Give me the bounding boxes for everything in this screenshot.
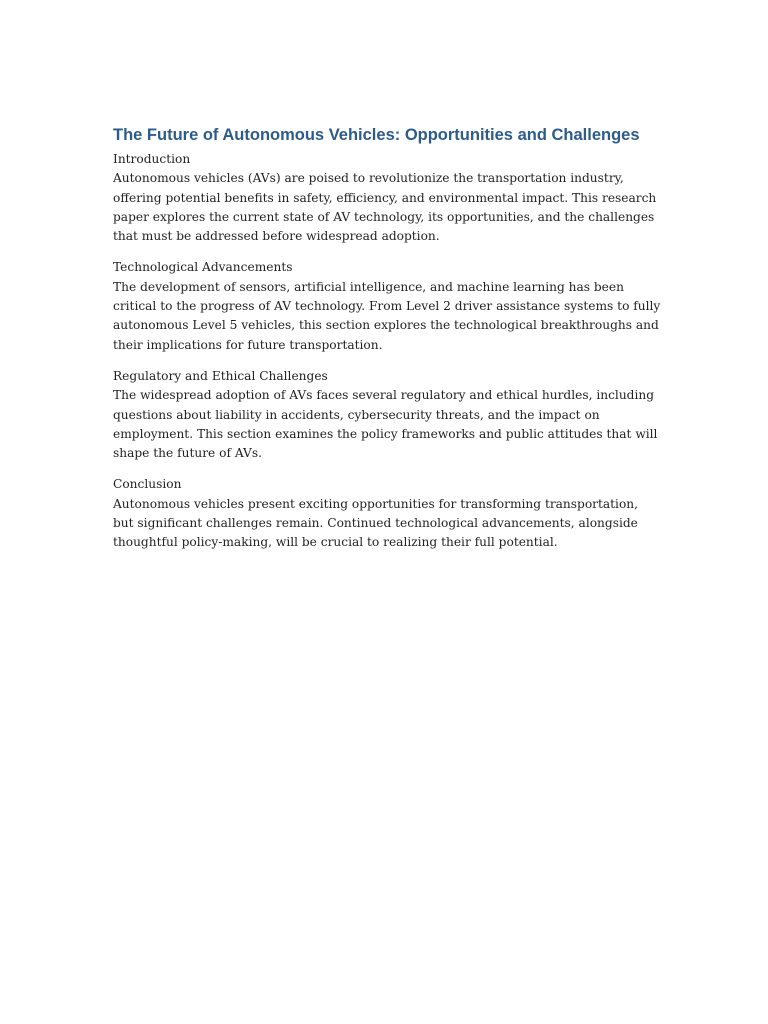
section-heading: Introduction	[113, 152, 191, 166]
document-page	[113, 124, 661, 565]
section-regulatory-ethical-challenges	[113, 367, 661, 463]
section-body: Autonomous vehicles (AVs) are poised to revolutionize the transportation industry, offering potential benefits in safety, efficiency, and environmental impact. This research paper explores the current state of AV technology, its opportunities, and the challenges that must be addressed before widespread adoption.	[113, 171, 657, 244]
section-technological-advancements	[113, 258, 661, 354]
section-heading: Technological Advancements	[113, 260, 293, 275]
section-heading: Regulatory and Ethical Challenges	[113, 368, 328, 383]
section-introduction	[113, 150, 661, 246]
section-body: The widespread adoption of AVs faces several regulatory and ethical hurdles, including questions about liability in accidents, cybersecurity threats, and the impact on employment. This section examines the policy frameworks and public attitudes that will shape the future of AVs.	[113, 388, 658, 461]
section-body: Autonomous vehicles present exciting opportunities for transforming transportation, but significant challenges remain. Continued technological advancements, alongside thoughtful policy-making, will be crucial to realizing their full potential.	[113, 496, 639, 550]
section-heading: Conclusion	[113, 477, 182, 492]
document-title: The Future of Autonomous Vehicles: Opportunities and Challenges	[113, 126, 640, 144]
section-body: The development of sensors, artificial intelligence, and machine learning has been critical to the progress of AV technology. From Level 2 driver assistance systems to fully autonomous Level 5 vehicles, this section explores the technological breakthroughs and their implications for future transportation.	[113, 279, 661, 352]
section-conclusion	[113, 475, 661, 552]
